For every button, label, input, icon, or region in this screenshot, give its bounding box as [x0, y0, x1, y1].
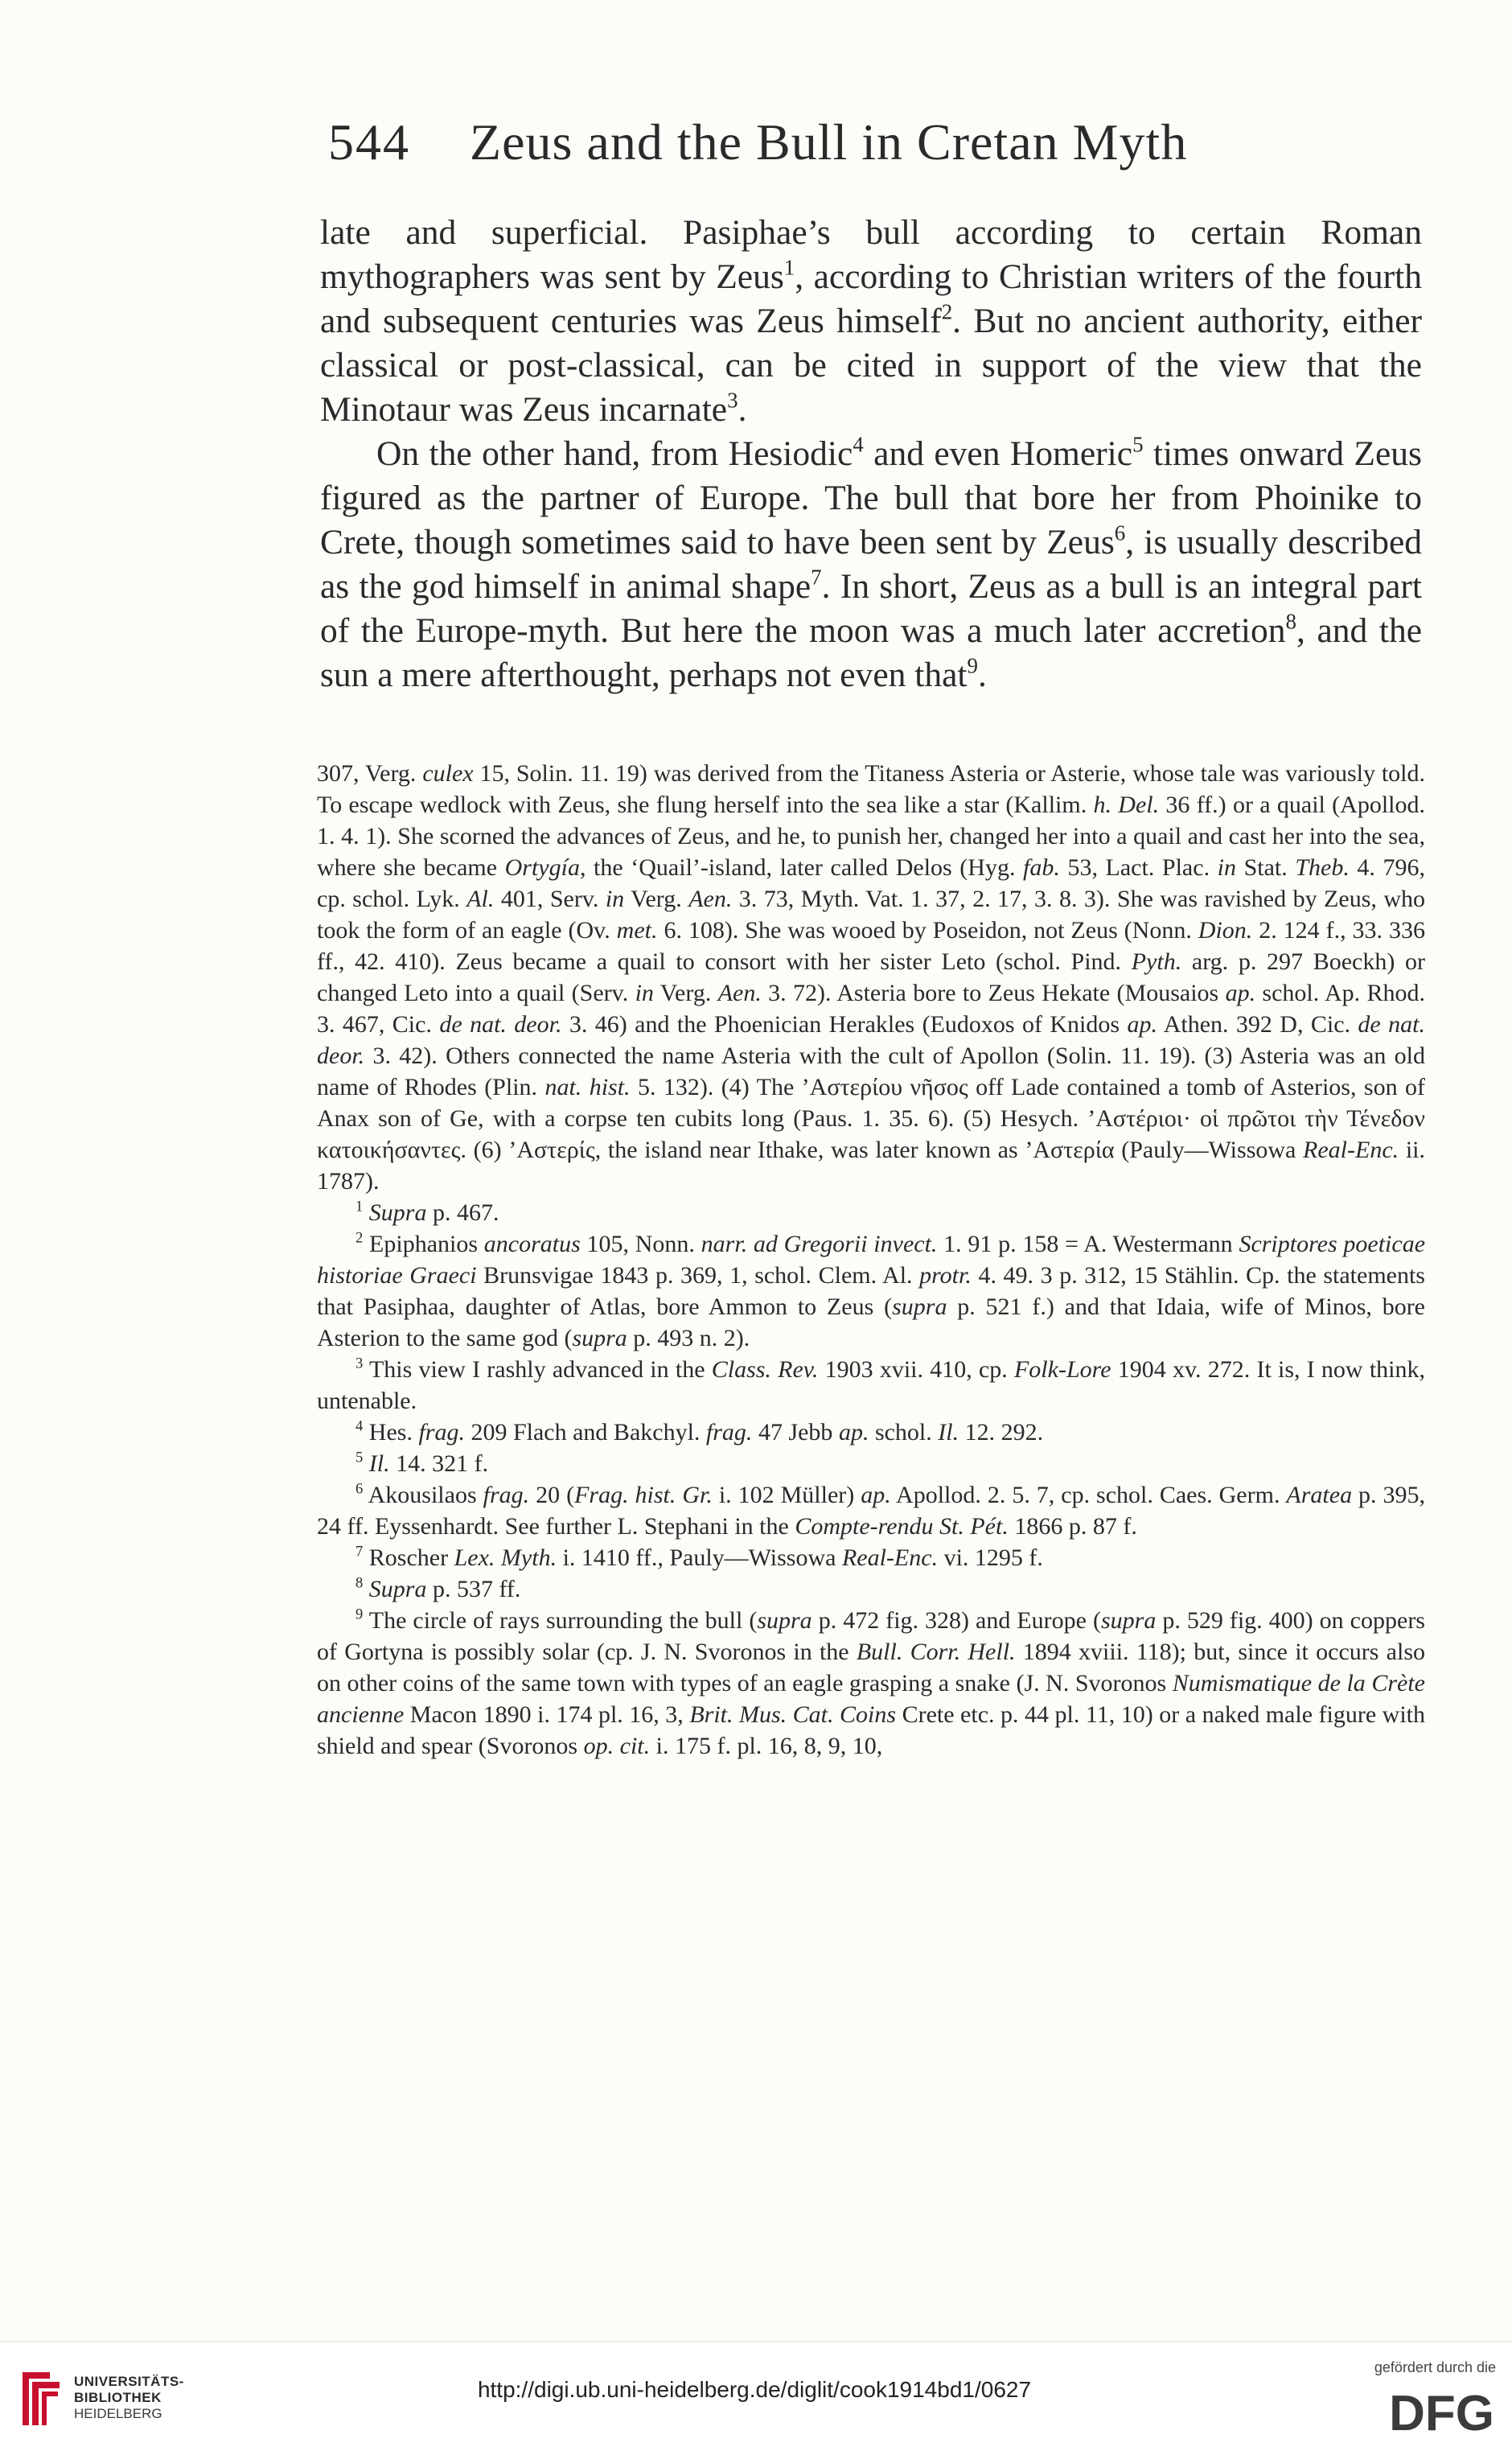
footnote-7: $^7$ Roscher Lex. Myth. i. 1410 ff., Pauly—Wissowa Real-Enc. vi. 1295 f.	[355, 1543, 1043, 1571]
running-title: Zeus and the Bull in Cretan Myth	[470, 113, 1188, 171]
dfg-logo-text: DFG	[1389, 2387, 1494, 2435]
library-logo-icon	[18, 2364, 64, 2428]
footnote-3: $^3$ This view I rashly advanced in the Class. Rev. 1903 xvii. 410, cp. Folk-Lore 1904 xv. 272. It is, I now think, untenable.	[317, 1355, 1425, 1414]
dfg-logo-icon[interactable]	[1359, 2387, 1496, 2435]
footnotes	[317, 758, 1425, 1762]
footnote-ref[interactable]: 7	[811, 565, 822, 590]
footnote-continuation: 307, Verg. culex 15, Solin. 11. 19) was derived from the Titaness Asteria or Asterie, whose tale was variously told. To escape wedlock with Zeus, she flung herself into the sea like a star (Kallim. h. Del. 36 ff.) or a quail (Apollod. 1. 4. 1). She scorned the advances of Zeus, and he, to punish her, changed her into a quail and cast her into the sea, where she became Ortygía, the ‘Quail’-island, later called Delos (Hyg. fab. 53, Lact. Plac. in Stat. Theb. 4. 796, cp. schol. Lyk. Al. 401, Serv. in Verg. Aen. 3. 73, Myth. Vat. 1. 37, 2. 17, 3. 8. 3). She was ravished by Zeus, who took the form of an eagle (Ov. met. 6. 108). She was wooed by Poseidon, not Zeus (Nonn. Dion. 2. 124 f., 33. 336 ff., 42. 410). Zeus became a quail to consort with her sister Leto (schol. Pind. Pyth. arg. p. 297 Boeckh) or changed Leto into a quail (Serv. in Verg. Aen. 3. 72). Asteria bore to Zeus Hekate (Mousaios ap. schol. Ap. Rhod. 3. 467, Cic. de nat. deor. 3. 46) and the Phoenician Herakles (Eudoxos of Knidos ap. Athen. 392 D, Cic. de nat. deor. 3. 42). Others connected the name Asteria with the cult of Apollon (Solin. 11. 19). (3) Asteria was an old name of Rhodes (Plin. nat. hist. 5. 132). (4) The ’Αστερίου νῆσος off Lade contained a tomb of Asterios, son of Anax son of Ge, with a corpse ten cubits long (Paus. 1. 35. 6). (5) Hesych. ’Αστέριοι· οἱ πρῶτοι τὴν Τένεδον κατοικήσαντες. (6) ’Αστερίς, the island near Ithake, was later known as ’Αστερία (Pauly—Wissowa Real-Enc. ii. 1787).	[317, 760, 1426, 1195]
footnote-ref[interactable]: 9	[967, 653, 978, 678]
footnote-8: $^8$ Supra p. 537 ff.	[355, 1574, 521, 1602]
paragraph-2: On the other hand, from Hesiodic$^4$ and even Homeric$^5$ times onward Zeus figured as the partner of Europe. The bull that bore her from Phoinike to Crete, though sometimes said to have been sent by Zeus$^6$, is usually described as the god himself in animal shape$^7$. In short, Zeus as a bull is an integral part of the Europe-myth. But here the moon was a much later accretion$^8$, and the sun a mere afterthought, perhaps not even that$^9$.	[320, 432, 1422, 694]
footnote-4: $^4$ Hes. frag. 209 Flach and Bakchyl. frag. 47 Jebb ap. schol. Il. 12. 292.	[355, 1417, 1044, 1446]
page-number: 544	[328, 113, 410, 171]
footnote-ref[interactable]: 8	[1285, 609, 1296, 634]
footnote-ref[interactable]: 3	[727, 388, 738, 413]
footnote-2: $^2$ Epiphanios ancoratus 105, Nonn. narr. ad Gregorii invect. 1. 91 p. 158 = A. Westermann Scriptores poeticae historiae Graeci Brunsvigae 1843 p. 369, 1, schol. Clem. Al. protr. 4. 49. 3 p. 312, 15 Stählin. Cp. the statements that Pasiphaa, daughter of Atlas, bore Ammon to Zeus (supra p. 521 f.) and that Idaia, wife of Minos, bore Asterion to the same god (supra p. 493 n. 2).	[317, 1229, 1426, 1351]
funder-credit	[1319, 2359, 1496, 2440]
footnote-ref[interactable]: 1	[783, 255, 795, 280]
digital-library-footer	[0, 2341, 1512, 2447]
paragraph-1: late and superficial. Pasiphae’s bull according to certain Roman mythographers was sent by Zeus$^1$, according to Christian writers of the fourth and subsequent centuries was Zeus himself$^2$. But no ancient authority, either classical or post-classical, can be cited in support of the view that the Minotaur was Zeus incarnate$^3$.	[320, 213, 1422, 429]
footnote-9: $^9$ The circle of rays surrounding the bull (supra p. 472 fig. 328) and Europe (supra p. 529 fig. 400) on coppers of Gortyna is possibly solar (cp. J. N. Svoronos in the Bull. Corr. Hell. 1894 xviii. 118); but, since it occurs also on other coins of the same town with types of an eagle grasping a snake (J. N. Svoronos Numismatique de la Crète ancienne Macon 1890 i. 174 pl. 16, 3, Brit. Mus. Cat. Coins Crete etc. p. 44 pl. 11, 10) or a naked male figure with shield and spear (Svoronos op. cit. i. 175 f. pl. 16, 8, 9, 10,	[317, 1606, 1426, 1759]
university-library-logo[interactable]	[18, 2364, 211, 2428]
footnote-ref[interactable]: 6	[1114, 520, 1126, 545]
main-text	[320, 211, 1422, 697]
library-name: UNIVERSITÄTS- BIBLIOTHEK HEIDELBERG	[74, 2374, 184, 2421]
footnote-6: $^6$ Akousilaos frag. 20 (Frag. hist. Gr. i. 102 Müller) ap. Apollod. 2. 5. 7, cp. schol. Caes. Germ. Aratea p. 395, 24 ff. Eyssenhardt. See further L. Stephani in the Compte-rendu St. Pét. 1866 p. 87 f.	[317, 1480, 1426, 1540]
footnote-ref[interactable]: 4	[853, 432, 864, 457]
permalink-url[interactable]: http://digi.ub.uni-heidelberg.de/diglit/cook1914bd1/0627	[477, 2377, 1032, 2402]
running-header	[328, 113, 1422, 185]
footnote-ref[interactable]: 5	[1132, 432, 1144, 457]
footnote-ref[interactable]: 2	[941, 299, 953, 324]
footnote-1: $^1$ Supra p. 467.	[355, 1198, 499, 1226]
funded-by-label: gefördert durch die	[1374, 2359, 1496, 2375]
footnote-5: $^5$ Il. 14. 321 f.	[355, 1449, 489, 1477]
